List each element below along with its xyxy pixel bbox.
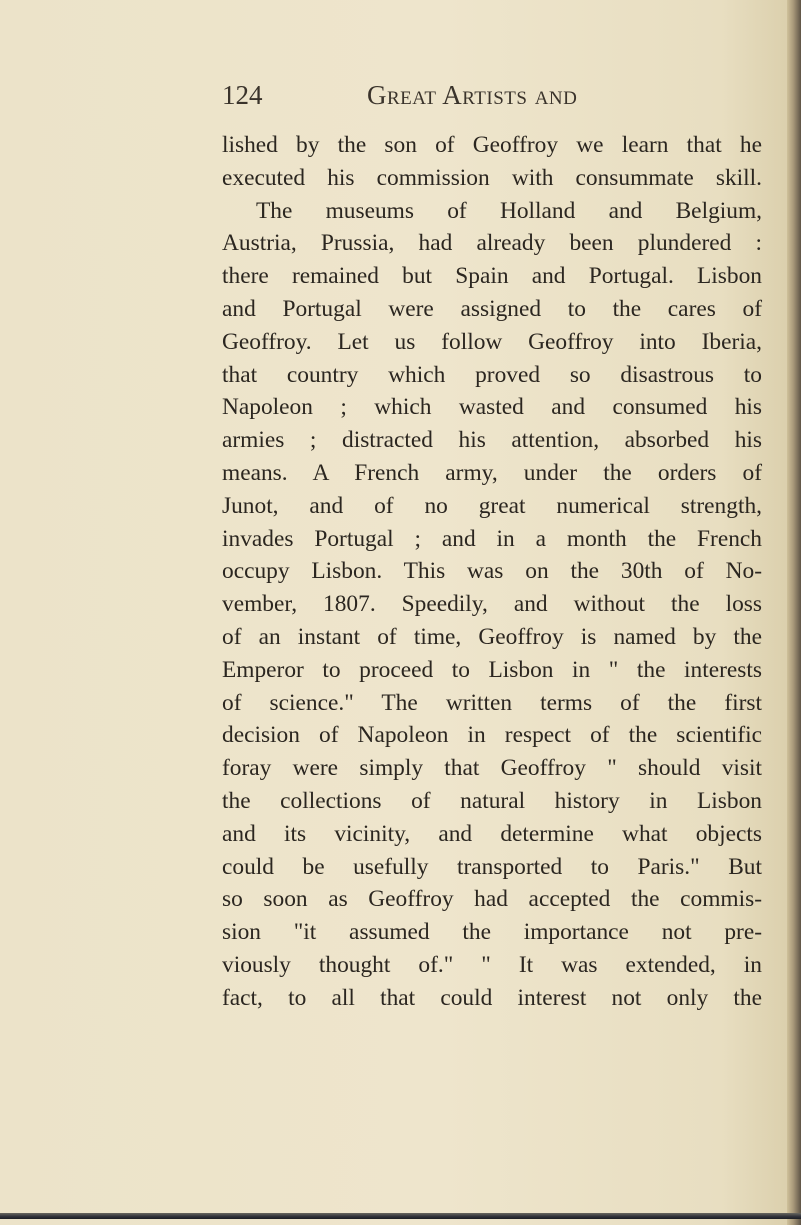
page-header bbox=[222, 80, 642, 120]
text-line: foray were simply that Geoffroy " should visit bbox=[222, 755, 762, 782]
text-line: so soon as Geoffroy had accepted the commis- bbox=[222, 886, 762, 913]
text-line: could be usefully transported to Paris." But bbox=[222, 853, 762, 880]
text-line: Napoleon ; which wasted and consumed his bbox=[222, 394, 762, 421]
text-line: occupy Lisbon. This was on the 30th of No- bbox=[222, 558, 762, 585]
text-line: viously thought of." " It was extended, in bbox=[222, 951, 762, 978]
page-bottom-edge bbox=[0, 1213, 801, 1219]
text-line: vember, 1807. Speedily, and without the loss bbox=[222, 591, 762, 618]
text-line: of an instant of time, Geoffroy is named by the bbox=[222, 623, 762, 650]
page-number: 124 bbox=[222, 80, 263, 110]
text-line: that country which proved so disastrous to bbox=[222, 361, 762, 388]
text-line: there remained but Spain and Portugal. Lisbon bbox=[222, 263, 762, 290]
page-binding-edge bbox=[787, 0, 801, 1225]
text-line: the collections of natural history in Lisbon bbox=[222, 787, 762, 814]
text-line: decision of Napoleon in respect of the scientific bbox=[222, 722, 762, 749]
text-line: lished by the son of Geoffroy we learn that he bbox=[222, 132, 762, 158]
text-line: Geoffroy. Let us follow Geoffroy into Iberia, bbox=[222, 328, 762, 355]
body-text bbox=[222, 129, 762, 1015]
text-line: means. A French army, under the orders of bbox=[222, 459, 762, 486]
text-line: Emperor to proceed to Lisbon in " the interests bbox=[222, 656, 762, 683]
text-line: and Portugal were assigned to the cares of bbox=[222, 295, 762, 322]
text-line: fact, to all that could interest not only the bbox=[222, 984, 762, 1011]
text-line: executed his commission with consummate skill. bbox=[222, 164, 762, 191]
text-line: of science." The written terms of the first bbox=[222, 689, 762, 716]
text-line: Austria, Prussia, had already been plundered : bbox=[222, 230, 762, 257]
text-line: sion "it assumed the importance not pre- bbox=[222, 919, 762, 946]
text-line: Junot, and of no great numerical strength, bbox=[222, 492, 762, 519]
text-line: armies ; distracted his attention, absorbed his bbox=[222, 427, 762, 454]
running-head: Great Artists and bbox=[367, 80, 578, 110]
text-line: and its vicinity, and determine what objects bbox=[222, 820, 762, 847]
text-line: The museums of Holland and Belgium, bbox=[256, 197, 762, 224]
text-line: invades Portugal ; and in a month the French bbox=[222, 525, 762, 552]
